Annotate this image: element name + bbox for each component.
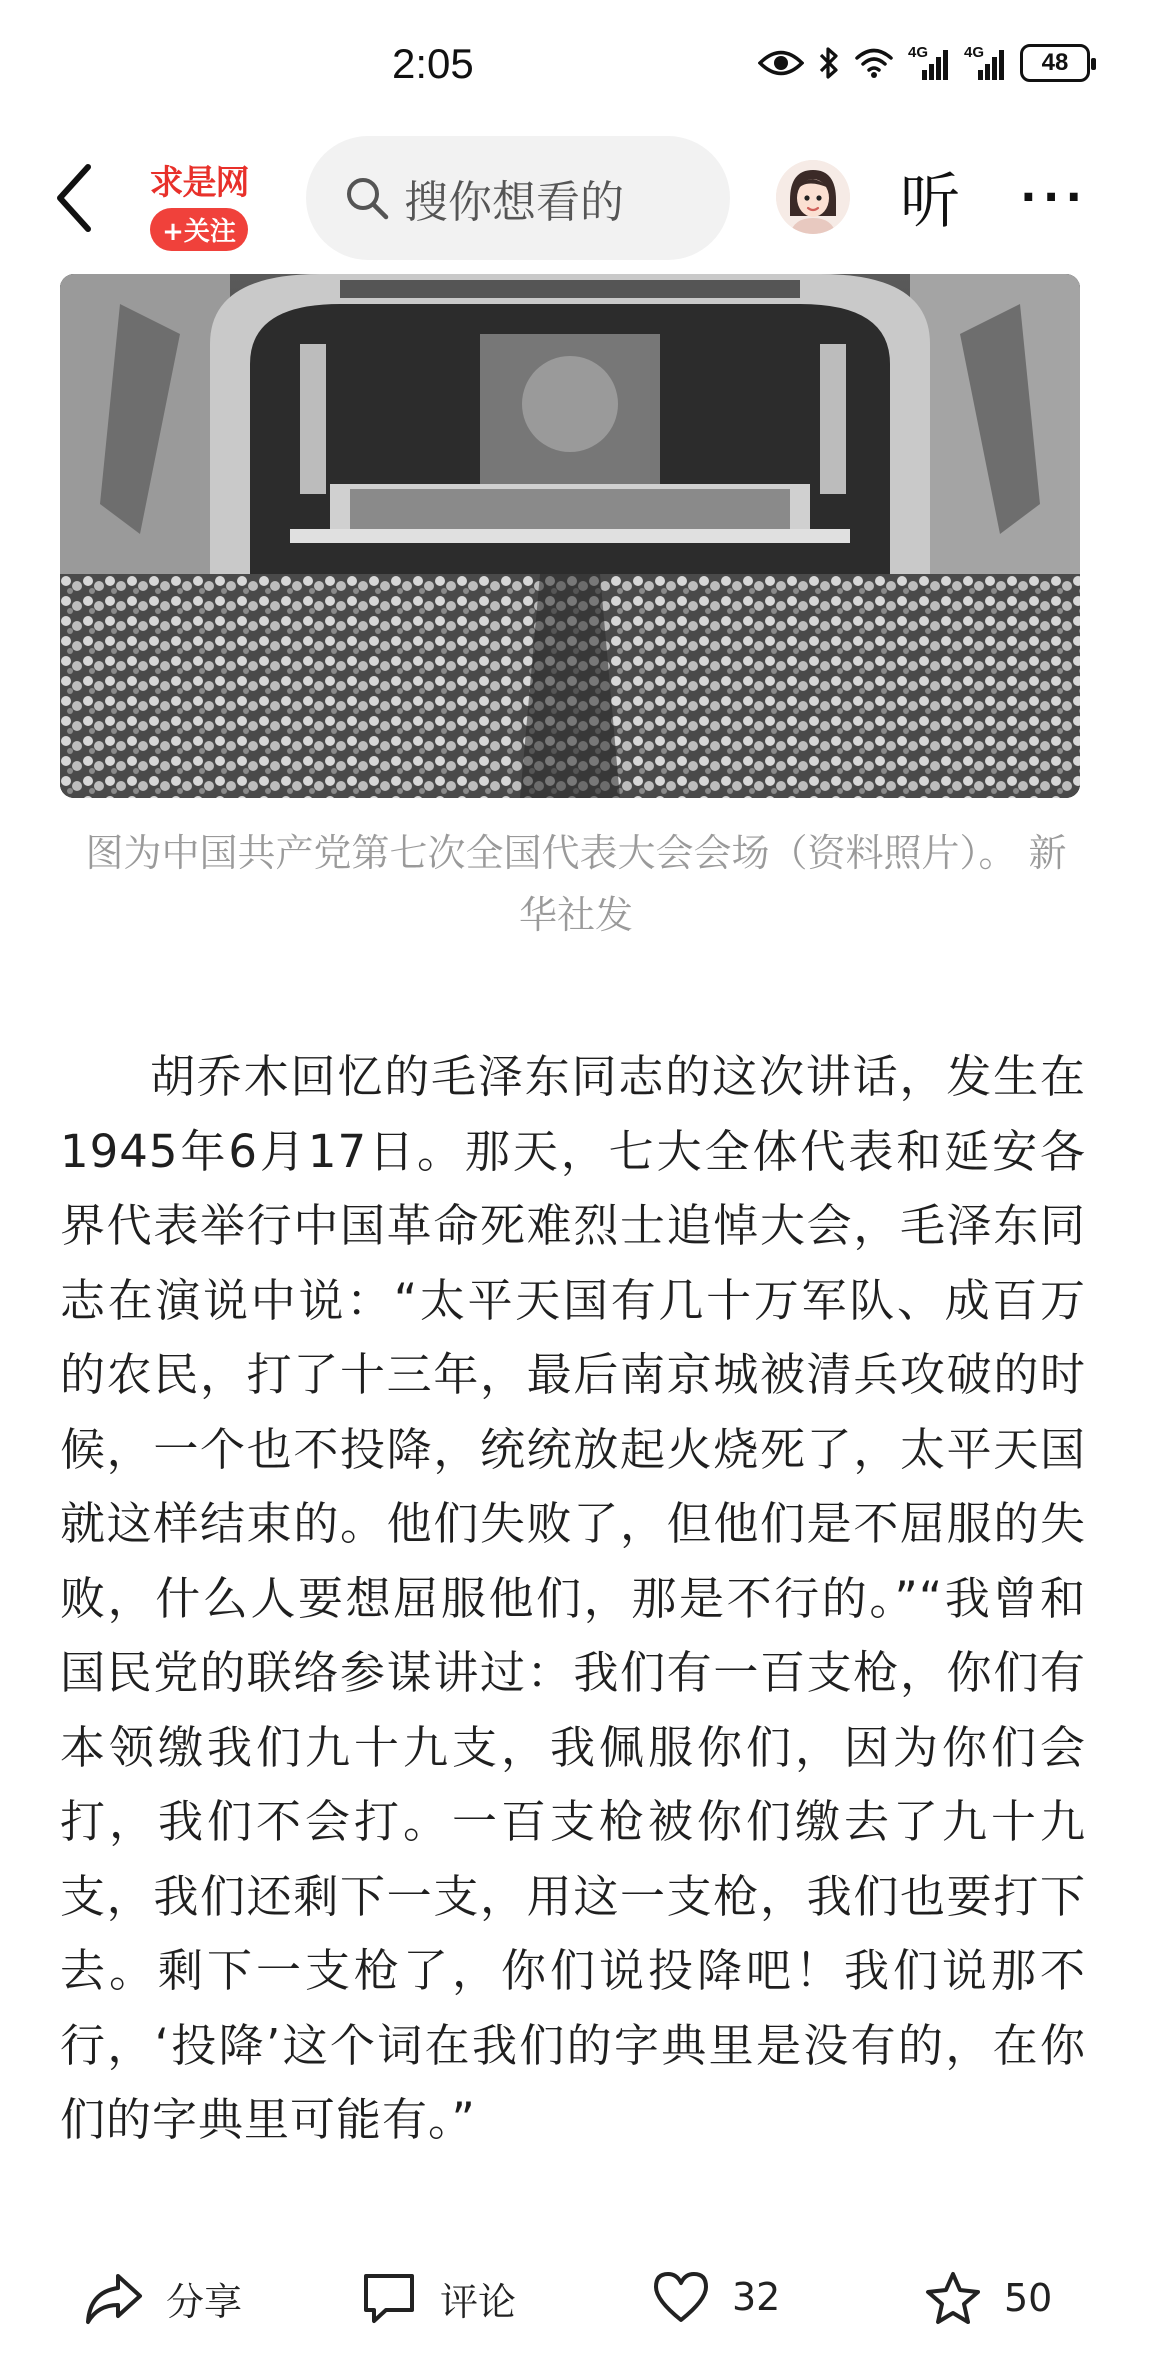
favorite-button[interactable]: [924, 2270, 1052, 2326]
status-time: 2:05: [392, 40, 474, 87]
back-icon: [54, 163, 94, 233]
share-button[interactable]: [84, 2270, 242, 2326]
like-button[interactable]: [652, 2270, 780, 2324]
eye-icon: [758, 48, 804, 78]
share-icon: [84, 2270, 144, 2326]
wifi-icon: [854, 47, 894, 79]
search-placeholder: 搜你想看的: [404, 177, 624, 228]
battery-level: 48: [1041, 49, 1069, 76]
favorite-count: 50: [1004, 2276, 1053, 2320]
search-input[interactable]: [306, 136, 730, 260]
comment-button[interactable]: [360, 2270, 516, 2326]
signal-icon: [964, 44, 1006, 82]
avatar[interactable]: [776, 160, 850, 234]
top-nav-bar: [0, 136, 1152, 268]
publisher-logo[interactable]: [136, 148, 262, 254]
network-label-1: 4G: [908, 44, 929, 61]
star-icon: [924, 2270, 982, 2326]
comment-icon: [360, 2270, 418, 2326]
photo-caption: 图为中国共产党第七次全国代表大会会场（资料照片）。 新华社发: [85, 831, 1067, 937]
more-button[interactable]: ···: [1020, 172, 1089, 223]
logo-text: 求是网: [149, 163, 249, 203]
follow-button[interactable]: +关注: [150, 208, 248, 251]
article-photo: [60, 274, 1080, 798]
congress-hall-photo: [60, 274, 1080, 798]
signal-icon: [908, 44, 950, 82]
comment-label: 评论: [440, 2279, 517, 2324]
status-bar: [0, 0, 1152, 136]
like-count: 32: [732, 2275, 781, 2319]
bottom-action-bar: [0, 2246, 1152, 2356]
back-button[interactable]: [44, 158, 104, 238]
article-paragraph: 胡乔木回忆的毛泽东同志的这次讲话，发生在1945年6月17日。那天，七大全体代表和延安各界代表举行中国革命死难烈士追悼大会，毛泽东同志在演说中说：“太平天国有几十万军队、成百万的农民，打了十三年，最后南京城被清兵攻破的时候，一个也不投降，统统放起火烧死了，太平天国就这样结束的。他们失败了，但他们是不屈服的失败，什么人要想屈服他们，那是不行的。”“我曾和国民党的联络参谋讲过：我们有一百支枪，你们有本领缴我们九十九支，我佩服你们，因为你们会打，我们不会打。一百支枪被你们缴去了九十九支，我们还剩下一支，用这一支枪，我们也要打下去。剩下一支枪了，你们说投降吧！我们说那不行，‘投降’这个词在我们的字典里是没有的，在你们的字典里可能有。”: [60, 1050, 1086, 2146]
bluetooth-icon: [818, 46, 840, 80]
search-icon: [344, 175, 390, 221]
heart-icon: [652, 2270, 710, 2324]
battery-icon: [1020, 44, 1090, 82]
network-label-2: 4G: [964, 44, 985, 61]
share-label: 分享: [166, 2279, 243, 2324]
listen-button[interactable]: 听: [900, 167, 960, 237]
status-icons: [758, 44, 1090, 82]
